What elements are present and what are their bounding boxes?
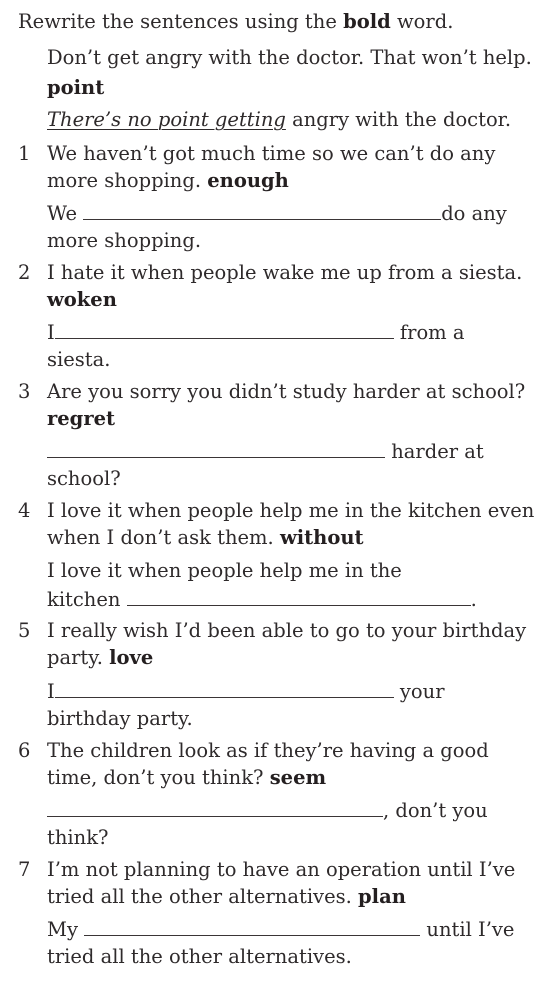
item-7-keyword: plan — [358, 885, 406, 908]
item-6-keyword: seem — [269, 766, 327, 789]
item-7-line2-text: tried all the other alternatives. — [47, 885, 352, 908]
item-1-answer — [47, 203, 507, 224]
item-2-answer — [47, 322, 465, 343]
item-1-keyword: enough — [207, 169, 289, 192]
answer-start: I — [47, 321, 55, 344]
answer-blank[interactable] — [47, 800, 383, 817]
item-1-line2 — [47, 171, 289, 191]
item-3-answer-next: school? — [47, 467, 121, 490]
item-1-line2-text: more shopping. — [47, 169, 202, 192]
item-6-line1: The children look as if they’re having a good — [47, 739, 489, 762]
item-number: 7 — [18, 858, 31, 881]
instruction-text-end: word. — [390, 10, 454, 33]
answer-blank[interactable] — [47, 441, 385, 458]
item-4-line2-text: when I don’t ask them. — [47, 526, 274, 549]
example-answer — [47, 110, 511, 130]
answer-blank[interactable] — [55, 681, 394, 698]
answer-end: until I’ve — [426, 918, 515, 941]
answer-end: . — [470, 588, 477, 611]
item-4-line1: I love it when people help me in the kitchen even — [47, 499, 535, 522]
item-2-answer-next: siesta. — [47, 348, 111, 371]
item-number: 3 — [18, 380, 31, 403]
item-5-answer-next: birthday party. — [47, 707, 193, 730]
example-sentence: Don’t get angry with the doctor. That won’t help. — [47, 46, 532, 69]
answer-blank[interactable] — [84, 919, 420, 936]
item-5-answer — [47, 681, 445, 702]
answer-blank[interactable] — [127, 589, 471, 606]
item-7-line1: I’m not planning to have an operation until I’ve — [47, 858, 516, 881]
answer-start: We — [47, 202, 77, 225]
answer-blank[interactable] — [55, 322, 394, 339]
instruction — [18, 12, 453, 32]
item-number: 5 — [18, 619, 31, 642]
item-2-keyword: woken — [47, 288, 117, 311]
item-1-answer-next: more shopping. — [47, 229, 202, 252]
item-3-keyword-line — [47, 409, 115, 429]
item-7-line2 — [47, 887, 406, 907]
item-number: 1 — [18, 142, 31, 165]
answer-end: do any — [441, 202, 507, 225]
item-number: 4 — [18, 499, 31, 522]
answer-blank[interactable] — [83, 203, 441, 220]
answer-start: kitchen — [47, 588, 121, 611]
item-5-keyword: love — [109, 646, 154, 669]
item-number: 2 — [18, 261, 31, 284]
instruction-bold-word: bold — [343, 10, 391, 33]
answer-start: My — [47, 918, 78, 941]
item-5-line1: I really wish I’d been able to go to your birthday — [47, 619, 527, 642]
item-4-answer — [47, 589, 477, 610]
answer-end: harder at — [391, 440, 484, 463]
item-6-line2 — [47, 768, 326, 788]
item-4-answer-line: I love it when people help me in the — [47, 559, 402, 582]
item-7-answer-next: tried all the other alternatives. — [47, 945, 352, 968]
answer-end: your — [399, 680, 445, 703]
item-7-answer — [47, 919, 514, 940]
item-3-answer — [47, 441, 484, 462]
item-4-keyword: without — [279, 526, 364, 549]
item-1-line1: We haven’t got much time so we can’t do any — [47, 142, 496, 165]
example-answer-italic: There’s no point getting — [47, 108, 286, 131]
item-number: 6 — [18, 739, 31, 762]
answer-end: , don’t you — [383, 799, 488, 822]
item-6-line2-text: time, don’t you think? — [47, 766, 264, 789]
example-keyword-bold: point — [47, 76, 105, 99]
item-2-line1: I hate it when people wake me up from a siesta. — [47, 261, 523, 284]
item-2-keyword-line — [47, 290, 117, 310]
answer-start: I — [47, 680, 55, 703]
answer-end: from a — [399, 321, 465, 344]
example-keyword — [47, 78, 104, 98]
instruction-text: Rewrite the sentences using the — [18, 10, 344, 33]
item-6-answer — [47, 800, 488, 821]
example-answer-rest: angry with the doctor. — [285, 108, 512, 131]
item-4-line2 — [47, 528, 364, 548]
item-6-answer-next: think? — [47, 826, 109, 849]
item-5-line2-text: party. — [47, 646, 103, 669]
item-3-line1: Are you sorry you didn’t study harder at school? — [47, 380, 526, 403]
item-3-keyword: regret — [47, 407, 116, 430]
item-5-line2 — [47, 648, 153, 668]
